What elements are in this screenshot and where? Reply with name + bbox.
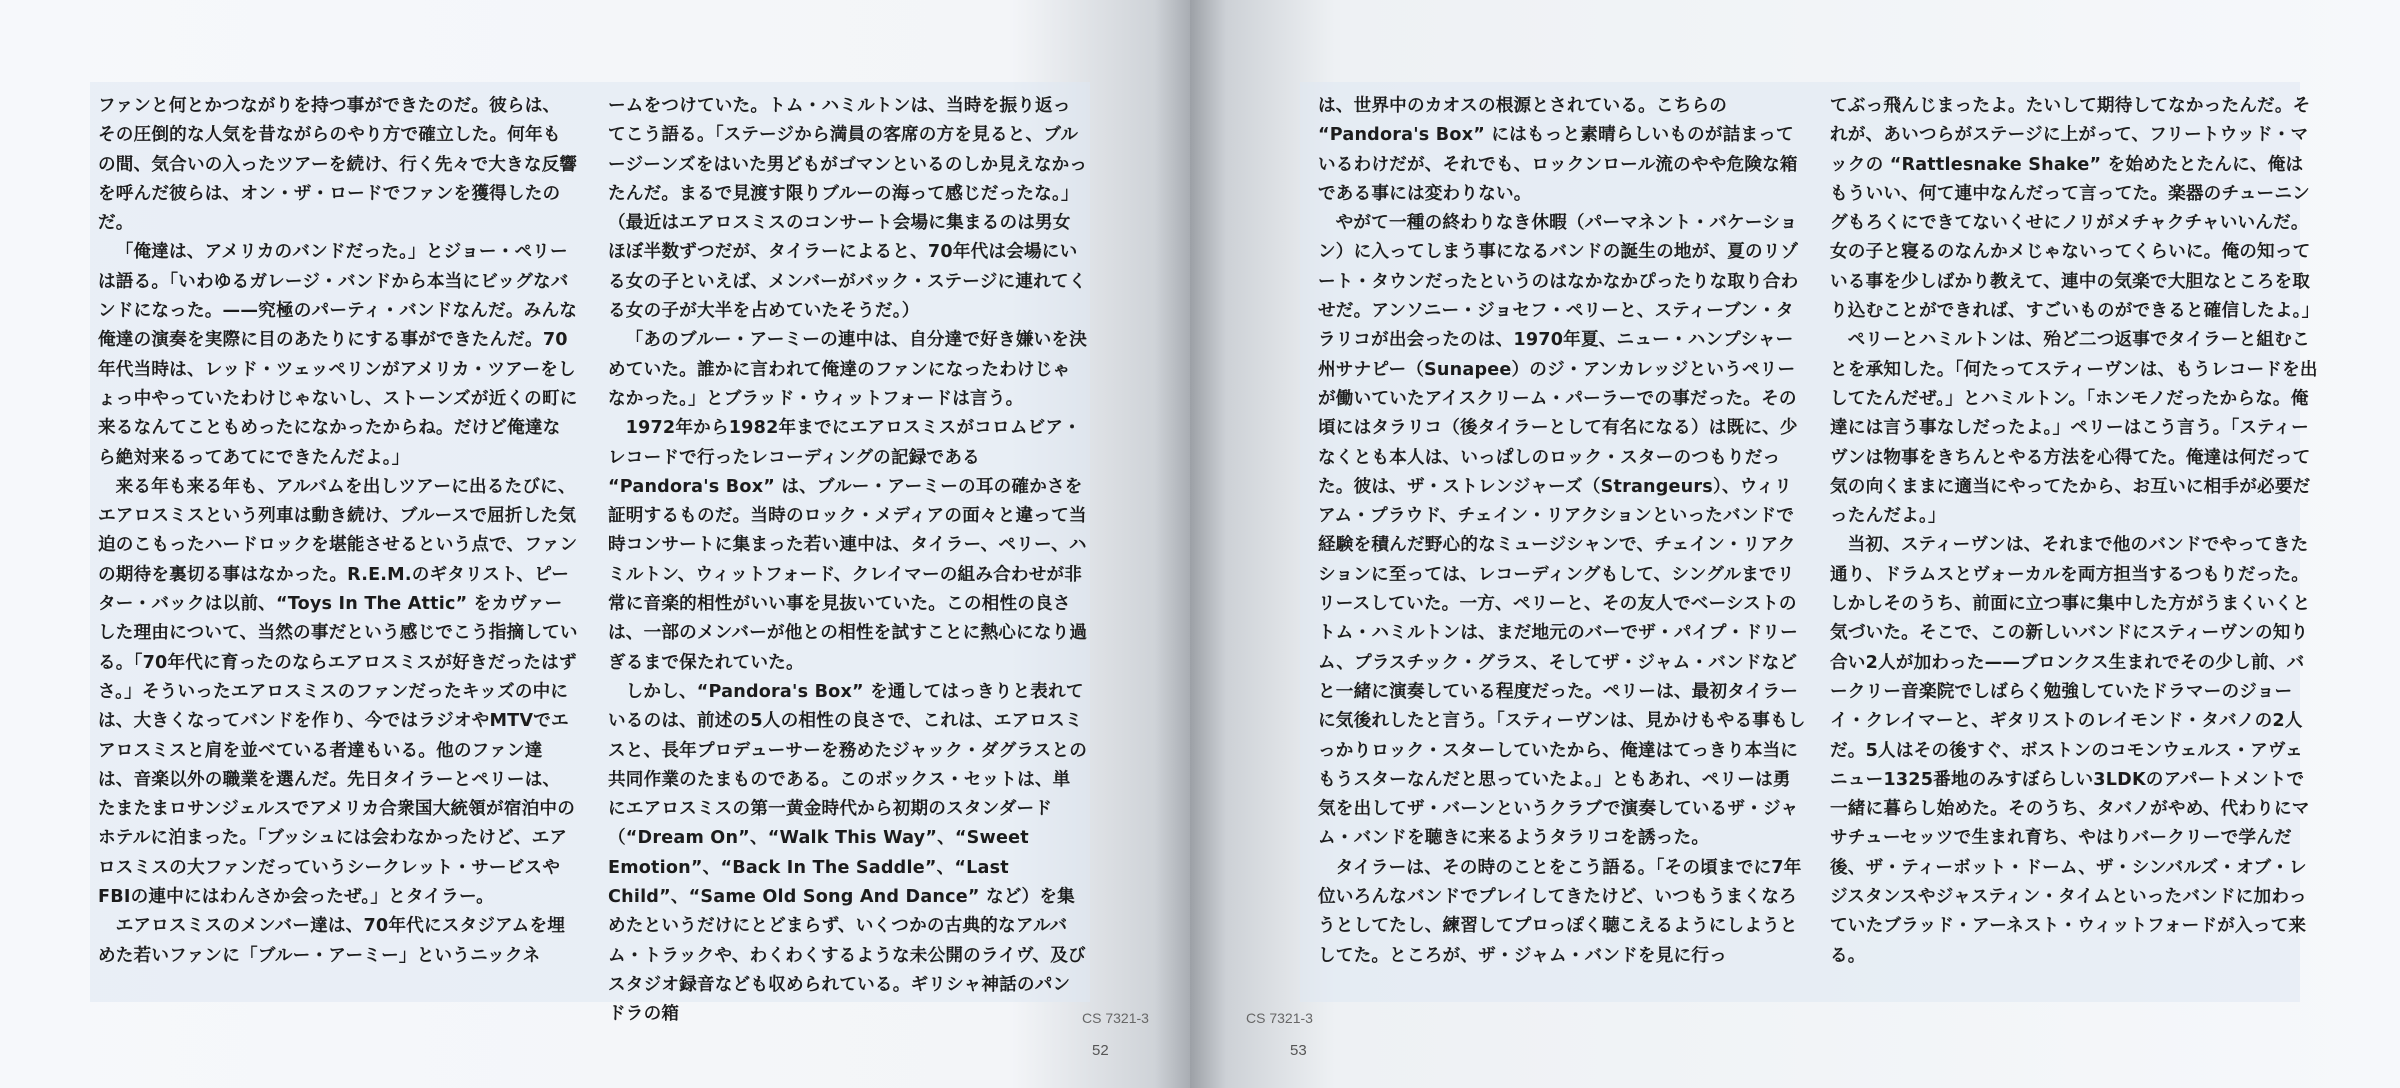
paragraph: てぶっ飛んじまったよ。たいして期待してなかったんだ。それが、あいつらがステージに上がって、フリートウッド・マックの “Rattlesnake Shake” を始めたとたんに、俺はもういい、何て連中なんだって言ってた。楽器のチューニングもろくにできてないくせにノリがメチャクチャいいんだ。女の子と寝るのなんかメじゃないってくらいに。俺の知っている事を少しばかり教えて、連中の気楽で大胆なところを取り込むことができれば、すごいものができると確信したよ。」	[1830, 96, 2320, 322]
paragraph: エアロスミスのメンバー達は、70年代にスタジアムを埋めた若いファンに「ブルー・アーミー」というニックネ	[98, 916, 566, 966]
page-number: 52	[1092, 1042, 1109, 1059]
catalog-number: CS 7321-3	[1082, 1010, 1149, 1026]
paragraph: ームをつけていた。トム・ハミルトンは、当時を振り返ってこう語る。「ステージから満員の客席の方を見ると、ブルージーンズをはいた男どもがゴマンといるのしか見えなかったんだ。まるで見渡す限りブルーの海って感じだったな。」（最近はエアロスミスのコンサート会場に集まるのは男女ほぼ半数ずつだが、タイラーによると、70年代は会場にいる女の子といえば、メンバーがバック・ステージに連れてくる女の子が大半を占めていたそうだ。）	[608, 96, 1088, 322]
left-page-column-2	[608, 92, 1088, 1030]
left-page-column-1	[98, 92, 578, 971]
catalog-number: CS 7321-3	[1246, 1010, 1313, 1026]
paragraph: やがて一種の終わりなき休暇（パーマネント・バケーション）に入ってしまう事になるバンドの誕生の地が、夏のリゾート・タウンだったというのはなかなかぴったりな取り合わせだ。アンソニー・ジョセフ・ペリーと、スティーブン・タラリコが出会ったのは、1970年夏、ニュー・ハンプシャー州サナピー（Sunapee）のジ・アンカレッジというペリーが働いていたアイスクリーム・パーラーでの事だった。その頃にはタラリコ（後タイラーとして有名になる）は既に、少なくとも本人は、いっぱしのロック・スターのつもりだった。彼は、ザ・ストレンジャーズ（Strangeurs）、ウィリアム・プラウド、チェイン・リアクションといったバンドで経験を積んだ野心的なミュージシャンで、チェイン・リアクションに至っては、レコーディングもして、シングルまでリリースしていた。一方、ペリーと、その友人でベーシストのトム・ハミルトンは、まだ地元のバーでザ・パイプ・ドリーム、プラスチック・グラス、そしてザ・ジャム・バンドなどと一緒に演奏している程度だった。ペリーは、最初タイラーに気後れしたと言う。「スティーヴンは、見かけもやる事もしっかりロック・スターしていたから、俺達はてっきり本当にもうスターなんだと思っていたよ。」ともあれ、ペリーは勇気を出してザ・バーンというクラブで演奏しているザ・ジャム・バンドを聴きに来るようタラリコを誘った。	[1318, 213, 1806, 849]
paragraph: しかし、“Pandora's Box” を通してはっきりと表れているのは、前述の5人の相性の良さで、これは、エアロスミスと、長年プロデューサーを務めたジャック・ダグラスとの共同作業のたまものである。このボックス・セットは、単にエアロスミスの第一黄金時代から初期のスタンダード（“Dream On”、“Walk This Way”、“Sweet Emotion”、“Back In The Saddle”、“Last Child”、“Same Old Song And Dance” など）を集めたというだけにとどまらず、いくつかの古典的なアルバム・トラックや、わくわくするような未公開のライヴ、及びスタジオ録音なども収められている。ギリシャ神話のパンドラの箱	[608, 681, 1088, 1025]
paragraph: ファンと何とかつながりを持つ事ができたのだ。彼らは、その圧倒的な人気を昔ながらのやり方で確立した。何年もの間、気合いの入ったツアーを続け、行く先々で大きな反響を呼んだ彼らは、オン・ザ・ロードでファンを獲得したのだ。	[98, 96, 578, 234]
paragraph: 「あのブルー・アーミーの連中は、自分達で好き嫌いを決めていた。誰かに言われて俺達のファンになったわけじゃなかった。」とブラッド・ウィットフォードは言う。	[608, 330, 1088, 409]
paragraph: 1972年から1982年までにエアロスミスがコロムビア・レコードで行ったレコーディングの記録である “Pandora's Box” は、ブルー・アーミーの耳の確かさを証明するものだ。当時のロック・メディアの面々と違って当時コンサートに集まった若い連中は、タイラー、ペリー、ハミルトン、ウィットフォード、クレイマーの組み合わせが非常に音楽的相性がいい事を見抜いていた。この相性の良さは、一部のメンバーが他との相性を試すことに熱心になり過ぎるまで保たれていた。	[608, 418, 1088, 673]
right-page	[1190, 0, 2400, 1088]
paragraph: は、世界中のカオスの根源とされている。こちらの “Pandora's Box” にはもっと素晴らしいものが詰まっているわけだが、それでも、ロックンロール流のやや危険な箱である事には変わりない。	[1318, 96, 1798, 204]
page-number: 53	[1290, 1042, 1307, 1059]
right-page-column-1	[1318, 92, 1806, 971]
paragraph: ペリーとハミルトンは、殆ど二つ返事でタイラーと組むことを承知した。「何たってスティーヴンは、もうレコードを出してたんだぜ。」とハミルトン。「ホンモノだったからな。俺達には言う事なしだったよ。」ペリーはこう言う。「スティーヴンは物事をきちんとやる方法を心得てた。俺達は何だって気の向くままに適当にやってたから、お互いに相手が必要だったんだよ。」	[1830, 330, 2318, 527]
paragraph: タイラーは、その時のことをこう語る。「その頃までに7年位いろんなバンドでプレイしてきたけど、いつもうまくなろうとしてたし、練習してプロっぽく聴こえるようにしようとしてた。ところが、ザ・ジャム・バンドを見に行っ	[1318, 857, 1802, 966]
left-page	[0, 0, 1190, 1088]
right-page-column-2	[1830, 92, 2318, 971]
paragraph: 来る年も来る年も、アルバムを出しツアーに出るたびに、エアロスミスという列車は動き続け、ブルースで屈折した気迫のこもったハードロックを堪能させるという点で、ファンの期待を裏切る事はなかった。R.E.M.のギタリスト、ピーター・バックは以前、“Toys In The Attic” をカヴァーした理由について、当然の事だという感じでこう指摘している。「70年代に育ったのならエアロスミスが好きだったはずさ。」そういったエアロスミスのファンだったキッズの中には、大きくなってバンドを作り、今ではラジオやMTVでエアロスミスと肩を並べている者達もいる。他のファン達は、音楽以外の職業を選んだ。先日タイラーとペリーは、たまたまロサンジェルスでアメリカ合衆国大統領が宿泊中のホテルに泊まった。「ブッシュには会わなかったけど、エアロスミスの大ファンだっていうシークレット・サービスやFBIの連中にはわんさか会ったぜ。」とタイラー。	[98, 476, 578, 908]
paragraph: 「俺達は、アメリカのバンドだった。」とジョー・ペリーは語る。「いわゆるガレージ・バンドから本当にビッグなバンドになった。——究極のパーティ・バンドなんだ。みんな俺達の演奏を実際に目のあたりにする事ができたんだ。70年代当時は、レッド・ツェッペリンがアメリカ・ツアーをしょっ中やっていたわけじゃないし、ストーンズが近くの町に来るなんてこともめったになかったからね。だけど俺達なら絶対来るってあてにできたんだよ。」	[98, 242, 578, 468]
paragraph: 当初、スティーヴンは、それまで他のバンドでやってきた通り、ドラムスとヴォーカルを両方担当するつもりだった。しかしそのうち、前面に立つ事に集中した方がうまくいくと気づいた。そこで、この新しいバンドにスティーヴンの知り合い2人が加わった——ブロンクス生まれでその少し前、バークリー音楽院でしばらく勉強していたドラマーのジョーイ・クレイマーと、ギタリストのレイモンド・タバノの2人だ。5人はその後すぐ、ボストンのコモンウェルス・アヴェニュー1325番地のみすぼらしい3LDKのアパートメントで一緒に暮らし始めた。そのうち、タバノがやめ、代わりにマサチューセッツで生まれ育ち、やはりバークリーで学んだ後、ザ・ティーボット・ドーム、ザ・シンバルズ・オブ・レジスタンスやジャスティン・タイムといったバンドに加わっていたブラッド・アーネスト・ウィットフォードが入って来る。	[1830, 535, 2311, 966]
